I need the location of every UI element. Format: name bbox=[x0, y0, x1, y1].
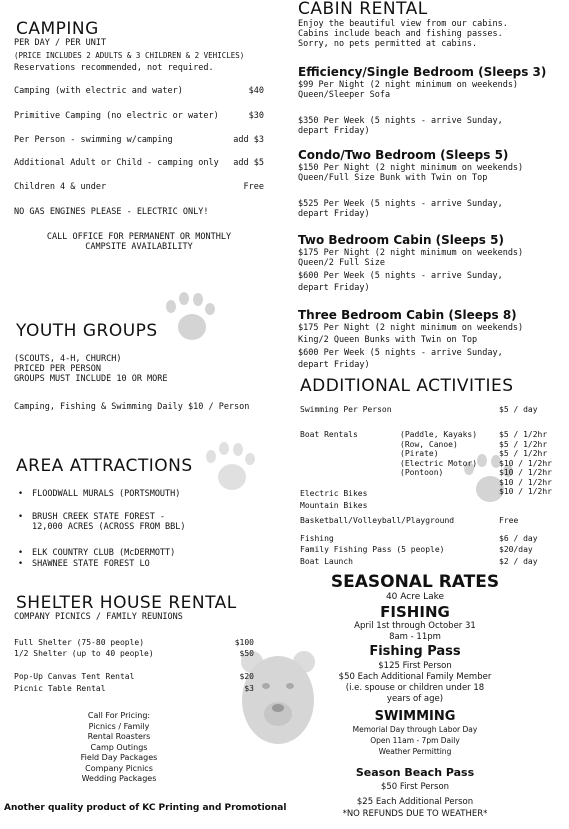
cabin-condo-line: Queen/Full Size Bunk with Twin on Top bbox=[298, 173, 488, 183]
youth-title: YOUTH GROUPS bbox=[16, 321, 158, 341]
camping-title: CAMPING bbox=[16, 19, 99, 39]
activity-mbikes: Mountain Bikes bbox=[300, 501, 368, 510]
call-office-line1: CALL OFFICE FOR PERMANENT OR MONTHLY bbox=[46, 232, 232, 242]
shelter-title: SHELTER HOUSE RENTAL bbox=[16, 593, 237, 613]
attraction-item-cont: 12,000 ACRES (ACROSS FROM BBL) bbox=[32, 522, 186, 532]
activity-launch: Boat Launch bbox=[300, 557, 353, 566]
youth-line2: PRICED PER PERSON bbox=[14, 364, 101, 374]
cabin-three-line: King/2 Queen Bunks with Twin on Top bbox=[298, 335, 478, 345]
activity-swim-price: $5 / day bbox=[499, 405, 538, 414]
cabin-efficiency-line: Queen/Sleeper Sofa bbox=[298, 90, 391, 100]
beach-pass-line: $50 First Person bbox=[380, 782, 450, 792]
swimming-line: Weather Permitting bbox=[378, 747, 452, 756]
shelter-item: 1/2 Shelter (up to 40 people) $50 bbox=[14, 649, 254, 658]
cabin-three-line: $175 Per Night (2 night minimum on weekends) bbox=[298, 323, 524, 333]
cabin-efficiency-title: Efficiency/Single Bedroom (Sleeps 3) bbox=[298, 65, 547, 79]
cabin-two-line: $600 Per Week (5 nights - arrive Sunday, bbox=[298, 271, 503, 281]
cabin-efficiency-line: $99 Per Night (2 night minimum on weekends) bbox=[298, 80, 519, 90]
cabin-three-line: $600 Per Week (5 nights - arrive Sunday, bbox=[298, 348, 503, 358]
cabin-intro: Cabins include beach and fishing passes. bbox=[298, 29, 503, 39]
attraction-item: • FLOODWALL MURALS (PORTSMOUTH) bbox=[32, 489, 180, 499]
activity-boat: Boat Rentals bbox=[300, 430, 358, 439]
cabin-intro: Sorry, no pets permitted at cabins. bbox=[298, 39, 478, 49]
shelter-item: Full Shelter (75-80 people) $100 bbox=[14, 638, 254, 647]
activity-family-price: $20/day bbox=[499, 545, 533, 554]
shelter-subtitle: COMPANY PICNICS / FAMILY REUNIONS bbox=[14, 612, 183, 622]
cabin-efficiency-line: $350 Per Week (5 nights - arrive Sunday, bbox=[298, 116, 503, 126]
paw-print-icon bbox=[160, 290, 220, 350]
cabin-two-line: Queen/2 Full Size bbox=[298, 258, 385, 268]
shelter-item: Pop-Up Canvas Tent Rental $20 bbox=[14, 672, 254, 681]
cabin-intro: Enjoy the beautiful view from our cabins. bbox=[298, 19, 508, 29]
beach-pass-line: *NO REFUNDS DUE TO WEATHER* bbox=[342, 809, 488, 819]
activity-ebikes: Electric Bikes bbox=[300, 489, 368, 498]
youth-line1: (SCOUTS, 4-H, CHURCH) bbox=[14, 354, 122, 364]
activity-family: Family Fishing Pass (5 people) bbox=[300, 545, 445, 554]
activity-ball: Basketball/Volleyball/Playground bbox=[300, 516, 455, 525]
cabin-efficiency-line: depart Friday) bbox=[298, 126, 370, 136]
fishing-pass-line: $50 Each Additional Family Member bbox=[338, 672, 492, 682]
fishing-dates: April 1st through October 31 bbox=[354, 621, 476, 631]
cabin-two-line: $175 Per Night (2 night minimum on weekends) bbox=[298, 248, 524, 258]
camping-includes: (PRICE INCLUDES 2 ADULTS & 3 CHILDREN & 2 VEHICLES) bbox=[14, 51, 245, 60]
fishing-hours: 8am - 11pm bbox=[389, 632, 441, 642]
cabin-three-line: depart Friday) bbox=[298, 360, 370, 370]
cabin-three-title: Three Bedroom Cabin (Sleeps 8) bbox=[298, 308, 517, 322]
camping-reservations: Reservations recommended, not required. bbox=[14, 63, 214, 73]
camping-item: Per Person - swimming w/camping add $3 bbox=[14, 135, 264, 145]
fishing-pass-line: years of age) bbox=[386, 694, 444, 704]
swimming-title: SWIMMING bbox=[374, 709, 456, 724]
swimming-line: Open 11am - 7pm Daily bbox=[370, 736, 460, 745]
cabin-title: CABIN RENTAL bbox=[298, 0, 428, 19]
activity-launch-price: $2 / day bbox=[499, 557, 538, 566]
attraction-item: • BRUSH CREEK STATE FOREST - bbox=[32, 512, 165, 522]
paw-print-icon bbox=[200, 440, 260, 500]
camping-per-day: PER DAY / PER UNIT bbox=[14, 38, 107, 48]
call-office-line2: CAMPSITE AVAILABILITY bbox=[85, 242, 193, 252]
fishing-pass-line: (i.e. spouse or children under 18 bbox=[345, 683, 485, 693]
cabin-condo-line: $525 Per Week (5 nights - arrive Sunday, bbox=[298, 199, 503, 209]
activity-fishing-price: $6 / day bbox=[499, 534, 538, 543]
shelter-item: Picnic Table Rental $3 bbox=[14, 684, 254, 693]
activity-fishing: Fishing bbox=[300, 534, 334, 543]
cabin-condo-title: Condo/Two Bedroom (Sleeps 5) bbox=[298, 148, 509, 162]
boat-price-list: $5 / 1/2hr $5 / 1/2hr $5 / 1/2hr $10 / 1/2hr $10 / 1/2hr $10 / 1/2hr $10 / 1/2hr bbox=[499, 430, 552, 496]
boat-type-list: (Paddle, Kayaks) (Row, Canoe) (Pirate) (Electric Motor) (Pontoon) bbox=[400, 430, 478, 477]
attraction-item: • SHAWNEE STATE FOREST LO bbox=[32, 559, 150, 569]
cabin-two-title: Two Bedroom Cabin (Sleeps 5) bbox=[298, 233, 504, 247]
call-for-pricing: Call For Pricing: Picnics / Family Rental Roasters Camp Outings Field Day Packages Company Picnics Wedding Packages bbox=[80, 711, 158, 783]
attraction-item: • ELK COUNTRY CLUB (McDERMOTT) bbox=[32, 548, 175, 558]
fishing-pass-line: $125 First Person bbox=[378, 661, 452, 671]
footer-credit: Another quality product of KC Printing and Promotional bbox=[4, 803, 287, 813]
cabin-condo-line: depart Friday) bbox=[298, 209, 370, 219]
camping-item: Camping (with electric and water) $40 bbox=[14, 86, 264, 96]
seasonal-title: SEASONAL RATES bbox=[330, 572, 500, 592]
cabin-two-line: depart Friday) bbox=[298, 283, 370, 293]
activity-swim: Swimming Per Person bbox=[300, 405, 392, 414]
camping-item: Additional Adult or Child - camping only add $5 bbox=[14, 158, 264, 168]
seasonal-lake: 40 Acre Lake bbox=[385, 592, 445, 602]
cabin-condo-line: $150 Per Night (2 night minimum on weekends) bbox=[298, 163, 524, 173]
fishing-title: FISHING bbox=[380, 603, 450, 621]
beach-pass-line: $25 Each Additional Person bbox=[356, 797, 474, 807]
beach-pass-title: Season Beach Pass bbox=[355, 766, 475, 779]
fishing-pass-title: Fishing Pass bbox=[369, 644, 461, 659]
youth-daily: Camping, Fishing & Swimming Daily $10 / Person bbox=[14, 402, 250, 412]
no-gas-notice: NO GAS ENGINES PLEASE - ELECTRIC ONLY! bbox=[14, 207, 209, 217]
camping-item: Children 4 & under Free bbox=[14, 182, 264, 192]
camping-item: Primitive Camping (no electric or water) $30 bbox=[14, 111, 264, 121]
attractions-title: AREA ATTRACTIONS bbox=[16, 456, 193, 476]
activity-ball-price: Free bbox=[499, 516, 519, 525]
swimming-line: Memorial Day through Labor Day bbox=[352, 725, 478, 734]
activities-title: ADDITIONAL ACTIVITIES bbox=[300, 376, 514, 396]
youth-line3: GROUPS MUST INCLUDE 10 OR MORE bbox=[14, 374, 168, 384]
